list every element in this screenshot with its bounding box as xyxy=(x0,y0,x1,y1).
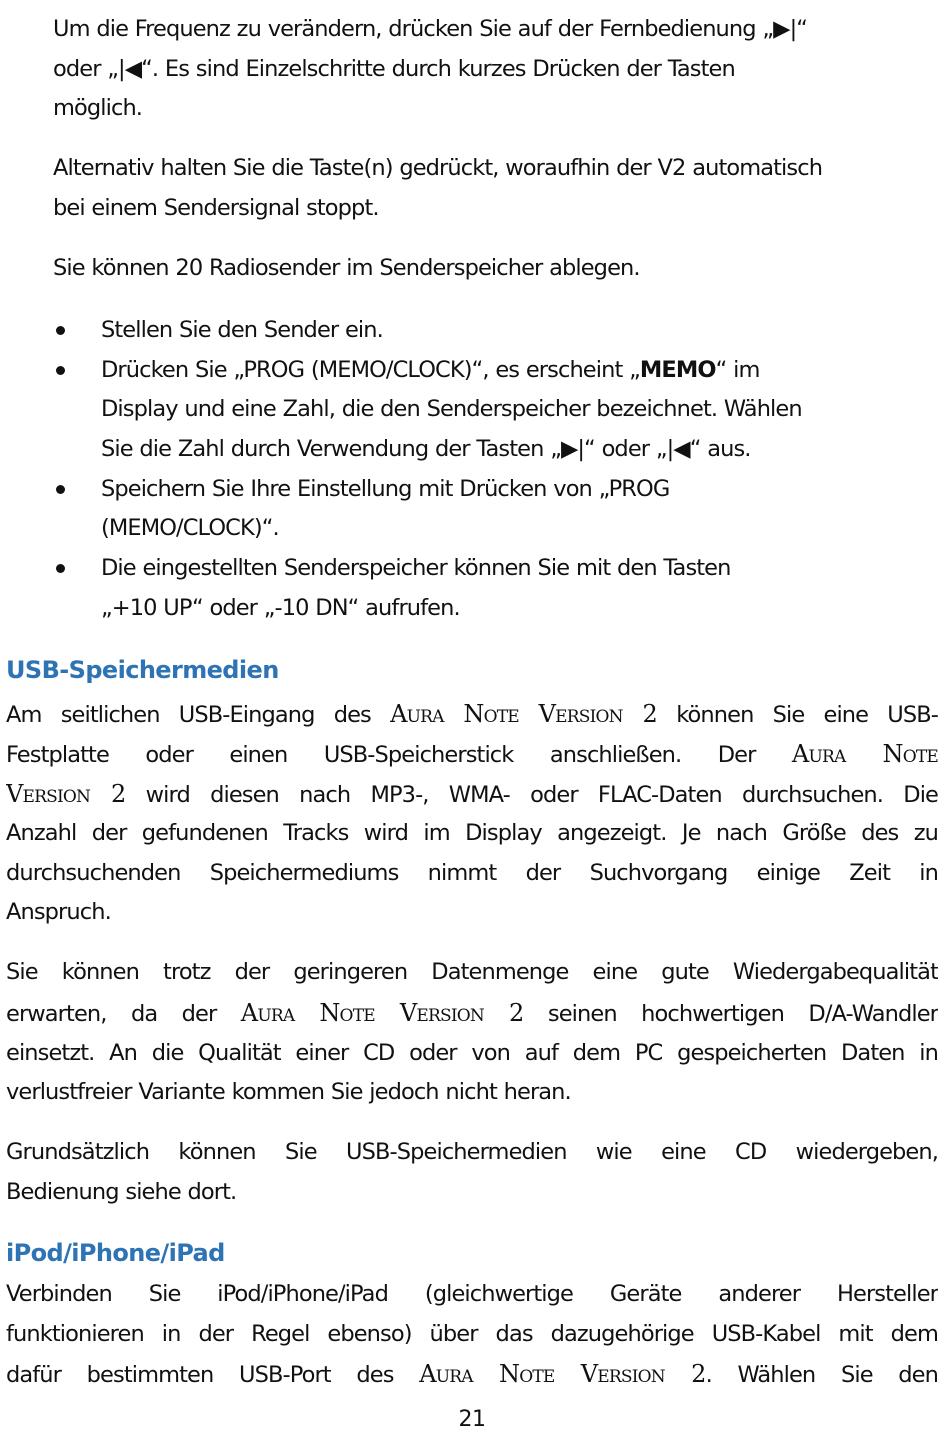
bullet-icon xyxy=(56,366,65,375)
body-text-line: dafür bestimmten USB-Port des Aura Note Version 2. Wählen Sie den xyxy=(6,1360,938,1388)
bullet-icon xyxy=(56,564,65,573)
body-text-line: Grundsätzlich können Sie USB-Speichermedien wie eine CD wiedergeben, xyxy=(6,1139,938,1165)
body-text-line: verlustfreier Variante kommen Sie jedoch nicht heran. xyxy=(6,1079,571,1105)
body-text-line: Alternativ halten Sie die Taste(n) gedrückt, woraufhin der V2 automatisch xyxy=(53,155,823,181)
body-text-line: möglich. xyxy=(53,95,143,121)
list-item: Drücken Sie „PROG (MEMO/CLOCK)“, es erscheint „MEMO“ im xyxy=(101,357,760,383)
body-text-line: Festplatte oder einen USB-Speicherstick anschließen. Der Aura Note xyxy=(6,740,938,768)
body-text-line: Bedienung siehe dort. xyxy=(6,1179,237,1205)
product-name: Aura Note Version 2 xyxy=(419,1360,706,1388)
body-text-line: einsetzt. An die Qualität einer CD oder von auf dem PC gespeicherten Daten in xyxy=(6,1040,938,1066)
bullet-icon xyxy=(56,485,65,494)
body-text-line: Version 2 wird diesen nach MP3-, WMA- oder FLAC-Daten durchsuchen. Die xyxy=(6,780,938,808)
section-heading-ipod: iPod/iPhone/iPad xyxy=(6,1239,225,1267)
list-item-continuation: (MEMO/CLOCK)“. xyxy=(101,515,279,541)
body-text-line: Anzahl der gefundenen Tracks wird im Display angezeigt. Je nach Größe des zu xyxy=(6,820,938,846)
product-name: Aura Note Version 2 xyxy=(240,999,524,1027)
list-item-continuation: Sie die Zahl durch Verwendung der Tasten „▶|“ oder „|◀“ aus. xyxy=(101,436,751,462)
body-text-line: Anspruch. xyxy=(6,899,111,925)
body-text-line: funktionieren in der Regel ebenso) über das dazugehörige USB-Kabel mit dem xyxy=(6,1321,938,1347)
list-item: Die eingestellten Senderspeicher können Sie mit den Tasten xyxy=(101,555,731,581)
body-text-line: bei einem Sendersignal stoppt. xyxy=(53,195,379,221)
body-text-line: Verbinden Sie iPod/iPhone/iPad (gleichwertige Geräte anderer Hersteller xyxy=(6,1281,938,1307)
product-name: Aura Note Version 2 xyxy=(390,700,658,728)
bullet-icon xyxy=(56,326,65,335)
product-name: Version 2 xyxy=(6,780,126,808)
section-heading-usb: USB-Speichermedien xyxy=(6,656,279,684)
body-text-line: erwarten, da der Aura Note Version 2 seinen hochwertigen D/A-Wandler xyxy=(6,999,938,1027)
body-text-line: Sie können 20 Radiosender im Senderspeicher ablegen. xyxy=(53,255,640,281)
memo-label: MEMO xyxy=(639,357,716,383)
body-text-line: Um die Frequenz zu verändern, drücken Sie auf der Fernbedienung „▶|“ xyxy=(53,16,808,42)
list-item-continuation: Display und eine Zahl, die den Senderspeicher bezeichnet. Wählen xyxy=(101,396,802,422)
list-item-continuation: „+10 UP“ oder „-10 DN“ aufrufen. xyxy=(101,595,460,621)
product-name: Aura Note xyxy=(791,740,938,768)
body-text-line: Am seitlichen USB-Eingang des Aura Note Version 2 können Sie eine USB- xyxy=(6,700,938,728)
body-text-line: Sie können trotz der geringeren Datenmenge eine gute Wiedergabequalität xyxy=(6,959,938,985)
body-text-line: durchsuchenden Speichermediums nimmt der Suchvorgang einige Zeit in xyxy=(6,860,938,886)
list-item: Speichern Sie Ihre Einstellung mit Drücken von „PROG xyxy=(101,476,670,502)
list-item: Stellen Sie den Sender ein. xyxy=(101,317,383,343)
page-number: 21 xyxy=(458,1407,486,1432)
body-text-line: oder „|◀“. Es sind Einzelschritte durch kurzes Drücken der Tasten xyxy=(53,56,735,82)
